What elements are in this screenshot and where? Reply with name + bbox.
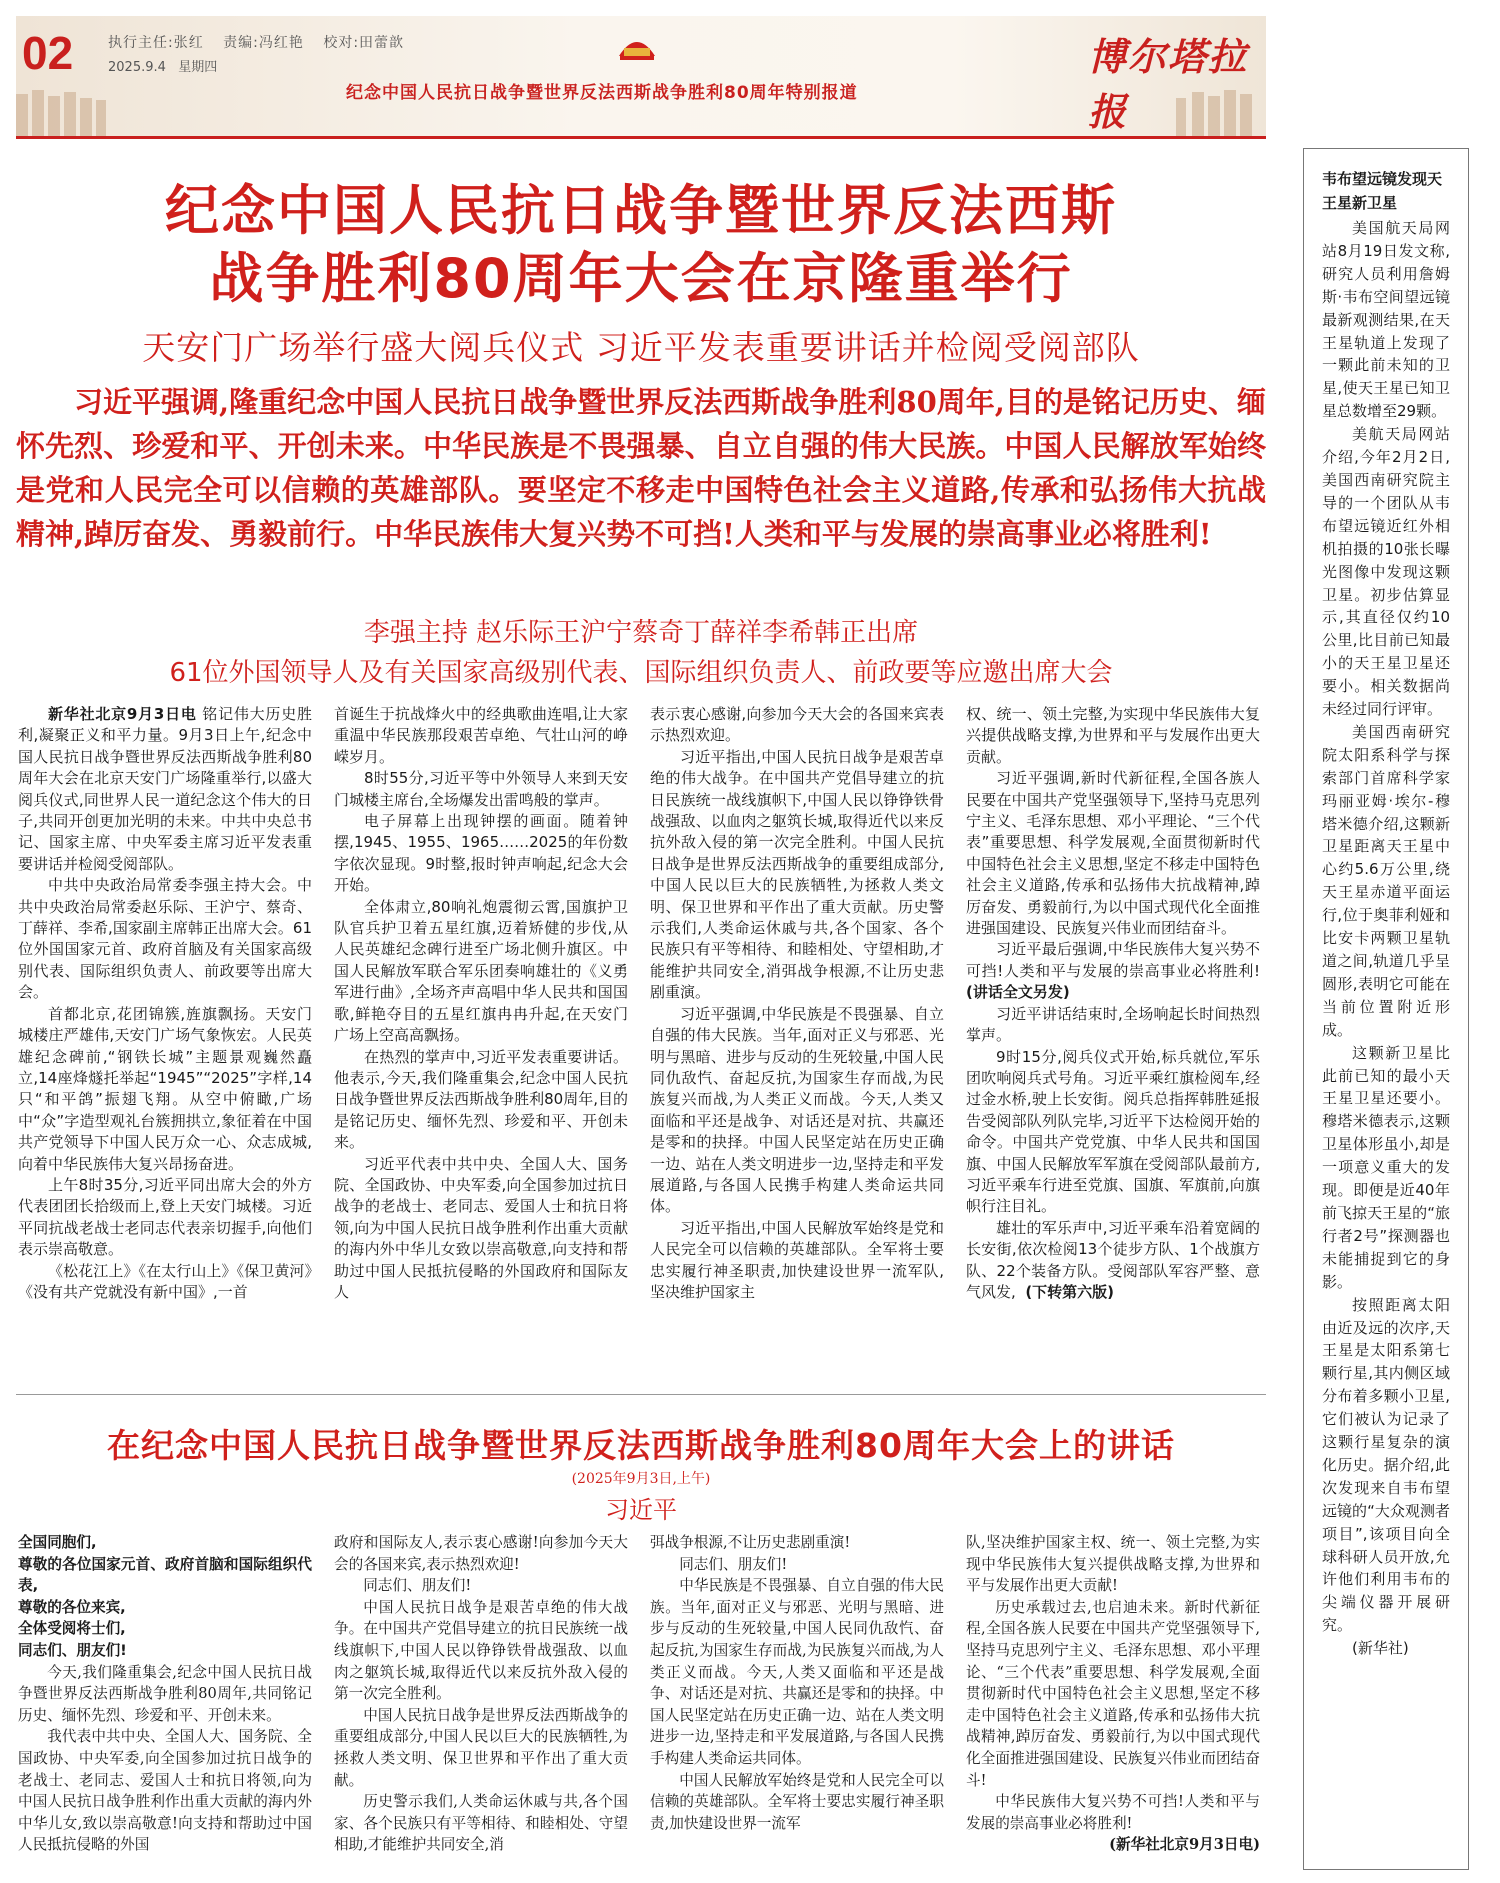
article-paragraph: 习近平强调,中华民族是不畏强暴、自立自强的伟大民族。当年,面对正义与邪恶、光明与黑暗、进步与反动的生死较量,中国人民同仇敌忾、奋起反抗,为国家生存而战,为民族复兴而战,为人类正义而战。今天,人类又面临和平还是战争、对话还是对抗、共赢还是零和的抉择。中国人民坚定站在历史正确一边、站在人类文明进步一边,坚持走和平发展道路,与各国人民携手构建人类命运共同体。 bbox=[650, 1004, 944, 1216]
article-paragraph: 新华社北京9月3日电 铭记伟大历史胜利,凝聚正义和平力量。9月3日上午,纪念中国人民抗日战争暨世界反法西斯战争胜利80周年大会在北京天安门广场隆重举行,以盛大阅兵仪式,同世界人民一道纪念这个伟大的日子,共同开创更加光明的未来。中共中央总书记、国家主席、中央军委主席习近平发表重要讲话并检阅受阅部队。 bbox=[18, 705, 312, 873]
article-paragraph: 《松花江上》《在太行山上》《保卫黄河》《没有共产党就没有新中国》,一首 bbox=[18, 1261, 312, 1301]
speech-paragraph: 中华民族伟大复兴势不可挡!人类和平与发展的崇高事业必将胜利! bbox=[966, 1793, 1260, 1832]
sidebar-body bbox=[1322, 217, 1450, 1637]
article-paragraph: 习近平指出,中国人民抗日战争是艰苦卓绝的伟大战争。在中国共产党倡导建立的抗日民族统一战线旗帜下,中国人民以铮铮铁骨战强敌、以血肉之躯筑长城,取得近代以来反抗外敌入侵的第一次完全胜利。中国人民抗日战争是世界反法西斯战争的重要组成部分,中国人民以巨大的民族牺牲,为拯救人类文明、保卫世界和平作出了重大贡献。历史警示我们,人类命运休戚与共,各个国家、各个民族只有平等相待、和睦相处、守望相助,才能维护共同安全,消弭战争根源,不让历史悲剧重演。 bbox=[650, 747, 944, 1002]
sidebar-paragraph: 美国西南研究院太阳系科学与探索部门首席科学家玛丽亚姆·埃尔-穆塔米德介绍,这颗新卫星距离天王星中心约5.6万公里,绕天王星赤道平面运行,位于奥菲利娅和比安卡两颗卫星轨道之间,轨道几乎呈圆形,表明它可能在当前位置附近形成。 bbox=[1322, 722, 1450, 1039]
speech-column-1 bbox=[18, 1532, 312, 1870]
headline-line2: 战争胜利80周年大会在京隆重举行 bbox=[209, 247, 1073, 310]
speech-paragraph: 同志们、朋友们! bbox=[679, 1555, 788, 1573]
speech-column-3 bbox=[650, 1532, 944, 1870]
sidebar-paragraph: 美航天局网站介绍,今年2月2日,美国西南研究院主导的一个团队从韦布望远镜近红外相机拍摄的10张长曝光图像中发现这颗卫星。初步估算显示,其直径仅约10公里,比目前已知最小的天王星卫星还要小。相关数据尚未经过同行评审。 bbox=[1322, 425, 1450, 719]
article-paragraph: 在热烈的掌声中,习近平发表重要讲话。他表示,今天,我们隆重集会,纪念中国人民抗日战争暨世界反法西斯战争胜利80周年,目的是铭记历史、缅怀先烈、珍爱和平、开创未来。 bbox=[334, 1047, 628, 1152]
speech-salutation: 全国同胞们, 尊敬的各位国家元首、政府首脑和国际组织代表, 尊敬的各位来宾, 全体受阅将士们, 同志们、朋友们! bbox=[18, 1534, 312, 1659]
speech-date: (2025年9月3日,上午) bbox=[571, 1471, 711, 1487]
speech-title: 在纪念中国人民抗日战争暨世界反法西斯战争胜利80周年大会上的讲话 bbox=[107, 1426, 1175, 1465]
article-paragraph: 表示衷心感谢,向参加今天大会的各国来宾表示热烈欢迎。 bbox=[650, 705, 944, 745]
speech-body bbox=[18, 1532, 1266, 1870]
subhead-guests: 61位外国领导人及有关国家高级别代表、国际组织负责人、前政要等应邀出席大会 bbox=[169, 658, 1113, 688]
main-article-body bbox=[18, 704, 1266, 1350]
speech-paragraph: 我代表中共中央、全国人大、国务院、全国政协、中央军委,向全国参加过抗日战争的老战士、老同志、爱国人士和抗日将领,向为中国人民抗日战争胜利作出重大贡献的海内外中华儿女,致以崇高敬意!向支持和帮助过中国人民抵抗侵略的外国 bbox=[18, 1728, 312, 1854]
speech-paragraph: 中国人民解放军始终是党和人民完全可以信赖的英雄部队。全军将士要忠实履行神圣职责,加快建设世界一流军 bbox=[650, 1771, 944, 1832]
article-paragraph: 全体肃立,80响礼炮震彻云霄,国旗护卫队官兵护卫着五星红旗,迈着矫健的步伐,从人民英雄纪念碑行进至广场北侧升旗区。中国人民解放军联合军乐团奏响雄壮的《义勇军进行曲》,全场齐声高唱中华人民共和国国歌,鲜艳夺目的五星红旗冉冉升起,在天安门广场上空高高飘扬。 bbox=[334, 897, 628, 1045]
article-paragraph: 习近平指出,中国人民解放军始终是党和人民完全可以信赖的英雄部队。全军将士要忠实履行神圣职责,加快建设世界一流军队,坚决维护国家主 bbox=[650, 1218, 944, 1301]
sidebar-news-brief bbox=[1303, 148, 1469, 1870]
page-number: 02 bbox=[22, 27, 74, 79]
section-divider bbox=[16, 1394, 1266, 1395]
article-column-4 bbox=[966, 704, 1260, 1350]
speech-paragraph: 中华民族是不畏强暴、自立自强的伟大民族。当年,面对正义与邪恶、光明与黑暗、进步与反动的生死较量,中国人民同仇敌忾、奋起反抗,为国家生存而战,为民族复兴而战,为人类正义而战。今天,人类又面临和平还是战争、对话还是对抗、共赢还是零和的抉择。中国人民坚定站在历史正确一边、站在人类文明进步一边,坚持走和平发展道路,与各国人民携手构建人类命运共同体。 bbox=[650, 1577, 944, 1767]
full-text-note: (讲话全文另发) bbox=[966, 983, 1070, 1002]
headline-line1: 纪念中国人民抗日战争暨世界反法西斯 bbox=[165, 179, 1117, 242]
article-paragraph: 习近平讲话结束时,全场响起长时间热烈掌声。 bbox=[966, 1004, 1260, 1045]
speech-source: (新华社北京9月3日电) bbox=[1109, 1836, 1260, 1854]
article-column-3 bbox=[650, 704, 944, 1350]
dateline: 新华社北京9月3日电 bbox=[48, 705, 197, 723]
article-paragraph: 雄壮的军乐声中,习近平乘车沿着宽阔的长安街,依次检阅13个徒步方队、1个战旗方队、22个装备方队。受阅部队军容严整、意气风发, (下转第六版) bbox=[966, 1218, 1260, 1301]
speech-paragraph: 同志们、朋友们! bbox=[363, 1577, 472, 1595]
article-paragraph: 权、统一、领土完整,为实现中华民族伟大复兴提供战略支撑,为世界和平与发展作出更大贡献。 bbox=[966, 705, 1260, 766]
chief-editor: 责编:冯红艳 bbox=[223, 35, 304, 51]
article-column-1 bbox=[18, 704, 312, 1350]
article-paragraph: 习近平代表中共中央、全国人大、国务院、全国政协、中央军委,向全国参加过抗日战争的老战士、老同志、爱国人士和抗日将领,向为中国人民抗日战争胜利作出重大贡献的海内外中华儿女致以崇高敬意,向支持和帮助过中国人民抵抗侵略的外国政府和国际友人 bbox=[334, 1154, 628, 1301]
speech-author: 习近平 bbox=[605, 1496, 677, 1524]
newspaper-logo: 博尔塔拉报 bbox=[1088, 34, 1249, 134]
article-paragraph: 8时55分,习近平等中外领导人来到天安门城楼主席台,全场爆发出雷鸣般的掌声。 bbox=[334, 769, 628, 809]
article-paragraph: 电子屏幕上出现钟摆的画面。随着钟摆,1945、1955、1965……2025的年份数字依次显现。9时整,报时钟声响起,纪念大会开始。 bbox=[334, 812, 628, 895]
article-paragraph: 中共中央政治局常委李强主持大会。中共中央政治局常委赵乐际、王沪宁、蔡奇、丁薛祥、李希,国家副主席韩正出席大会。61位外国国家元首、政府首脑及有关国家高级别代表、国际组织负责人、前政要等出席大会。 bbox=[18, 876, 312, 1002]
weekday: 星期四 bbox=[178, 60, 218, 75]
article-paragraph: 习近平最后强调,中华民族伟大复兴势不可挡!人类和平与发展的崇高事业必将胜利!(讲话全文另发) bbox=[966, 940, 1260, 1002]
speech-column-4 bbox=[966, 1532, 1260, 1870]
speech-paragraph: 今天,我们隆重集会,纪念中国人民抗日战争暨世界反法西斯战争胜利80周年,共同铭记历史、缅怀先烈、珍爱和平、开创未来。 bbox=[18, 1663, 312, 1724]
speech-paragraph: 历史警示我们,人类命运休戚与共,各个国家、各个民族只有平等相待、和睦相处、守望相助,才能维护共同安全,消 bbox=[334, 1793, 628, 1854]
lead-summary: 习近平强调,隆重纪念中国人民抗日战争暨世界反法西斯战争胜利80周年,目的是铭记历史、缅怀先烈、珍爱和平、开创未来。中华民族是不畏强暴、自立自强的伟大民族。中国人民解放军始终是党和人民完全可以信赖的英雄部队。要坚定不移走中国特色社会主义道路,传承和弘扬伟大抗战精神,踔厉奋发、勇毅前行。中华民族伟大复兴势不可挡!人类和平与发展的崇高事业必将胜利! bbox=[16, 385, 1266, 551]
proofreader: 校对:田蕾歆 bbox=[323, 35, 405, 51]
special-report-label: 纪念中国人民抗日战争暨世界反法西斯战争胜利80周年特别报道 bbox=[346, 83, 858, 103]
sidebar-title: 韦布望远镜发现天王星新卫星 bbox=[1322, 170, 1443, 212]
anniversary-emblem-icon bbox=[616, 26, 658, 64]
speech-paragraph: 历史承载过去,也启迪未来。新时代新征程,全国各族人民要在中国共产党坚强领导下,坚持马克思列宁主义、毛泽东思想、邓小平理论、“三个代表”重要思想、科学发展观,全面贯彻新时代中国特色社会主义思想,坚定不移走中国特色社会主义道路,传承和弘扬伟大抗战精神,踔厉奋发、勇毅前行,为以中国式现代化全面推进强国建设、民族复兴伟业而团结奋斗! bbox=[966, 1598, 1260, 1789]
article-paragraph: 9时15分,阅兵仪式开始,标兵就位,军乐团吹响阅兵式号角。习近平乘红旗检阅车,经过金水桥,驶上长安街。阅兵总指挥韩胜延报告受阅部队列队完毕,习近平下达检阅开始的命令。中国共产党党旗、中华人民共和国国旗、中国人民解放军军旗在受阅部队最前方,习近平乘车行进至党旗、国旗、军旗前,向旗帜行注目礼。 bbox=[966, 1047, 1260, 1216]
sidebar-paragraph: 按照距离太阳由近及远的次序,天王星是太阳系第七颗行星,其内侧区域分布着多颗小卫星,它们被认为记录了这颗行星复杂的演化历史。据介绍,此次发现来自韦布望远镜的“大众观测者项目”,该项目向全球科研人员开放,允许他们利用韦布的尖端仪器开展研究。 bbox=[1322, 1295, 1450, 1635]
speech-paragraph: 中国人民抗日战争是世界反法西斯战争的重要组成部分,中国人民以巨大的民族牺牲,为拯救人类文明、保卫世界和平作出了重大贡献。 bbox=[334, 1706, 628, 1789]
sidebar-paragraph: 这颗新卫星比此前已知的最小天王星卫星还要小。穆塔米德表示,这颗卫星体形虽小,却是一项意义重大的发现。即便是近40年前飞掠天王星的“旅行者2号”探测器也未能捕捉到它的身影。 bbox=[1322, 1043, 1450, 1291]
speech-paragraph: 政府和国际友人,表示衷心感谢!向参加今天大会的各国来宾,表示热烈欢迎! bbox=[334, 1534, 628, 1573]
speech-paragraph: 中国人民抗日战争是艰苦卓绝的伟大战争。在中国共产党倡导建立的抗日民族统一战线旗帜下,中国人民以铮铮铁骨战强敌、以血肉之躯筑长城,取得近代以来反抗外敌入侵的第一次完全胜利。 bbox=[334, 1598, 628, 1703]
article-paragraph: 首诞生于抗战烽火中的经典歌曲连唱,让大家重温中华民族那段艰苦卓绝、气壮山河的峥嵘岁月。 bbox=[334, 705, 628, 766]
subhead-chaired: 李强主持 赵乐际王沪宁蔡奇丁薛祥李希韩正出席 bbox=[363, 618, 919, 648]
executive-editor: 执行主任:张红 bbox=[108, 35, 204, 51]
speech-paragraph: 队,坚决维护国家主权、统一、领土完整,为实现中华民族伟大复兴提供战略支撑,为世界和平与发展作出更大贡献! bbox=[966, 1534, 1260, 1595]
article-paragraph: 上午8时35分,习近平同出席大会的外方代表团团长拾级而上,登上天安门城楼。习近平同抗战老战士老同志代表亲切握手,向他们表示崇高敬意。 bbox=[18, 1175, 312, 1259]
article-paragraph: 首都北京,花团锦簇,旌旗飘扬。天安门城楼庄严雄伟,天安门广场气象恢宏。人民英雄纪念碑前,“钢铁长城”主题景观巍然矗立,14座烽燧托举起“1945”“2025”字样,14只“和平鸽”振翅飞翔。从空中俯瞰,广场中“众”字造型观礼台簇拥拱立,象征着在中国共产党领导下中国人民万众一心、众志成城,向着中华民族伟大复兴昂扬奋进。 bbox=[18, 1004, 312, 1173]
issue-date bbox=[108, 56, 217, 75]
sidebar-paragraph: 美国航天局网站8月19日发文称,研究人员利用詹姆斯·韦布空间望远镜最新观测结果,在天王星轨道上发现了一颗此前未知的卫星,使天王星已知卫星总数增至29颗。 bbox=[1322, 219, 1450, 421]
sidebar-source: (新华社) bbox=[1352, 1639, 1409, 1658]
page-banner bbox=[16, 16, 1266, 139]
speech-column-2 bbox=[334, 1532, 628, 1870]
speech-paragraph: 弭战争根源,不让历史悲剧重演! bbox=[650, 1534, 851, 1551]
article-column-2 bbox=[334, 704, 628, 1350]
date: 2025.9.4 bbox=[108, 60, 166, 75]
article-paragraph: 习近平强调,新时代新征程,全国各族人民要在中国共产党坚强领导下,坚持马克思列宁主义、毛泽东思想、邓小平理论、“三个代表”重要思想、科学发展观,全面贯彻新时代中国特色社会主义思想,坚定不移走中国特色社会主义道路,传承和弘扬伟大抗战精神,踔厉奋发、勇毅前行,为以中国式现代化全面推进强国建设、民族复兴伟业而团结奋斗。 bbox=[966, 769, 1260, 938]
editor-credits bbox=[108, 32, 418, 52]
subheadline: 天安门广场举行盛大阅兵仪式 习近平发表重要讲话并检阅受阅部队 bbox=[142, 328, 1140, 367]
continued-on-page-note: (下转第六版) bbox=[1025, 1282, 1115, 1301]
